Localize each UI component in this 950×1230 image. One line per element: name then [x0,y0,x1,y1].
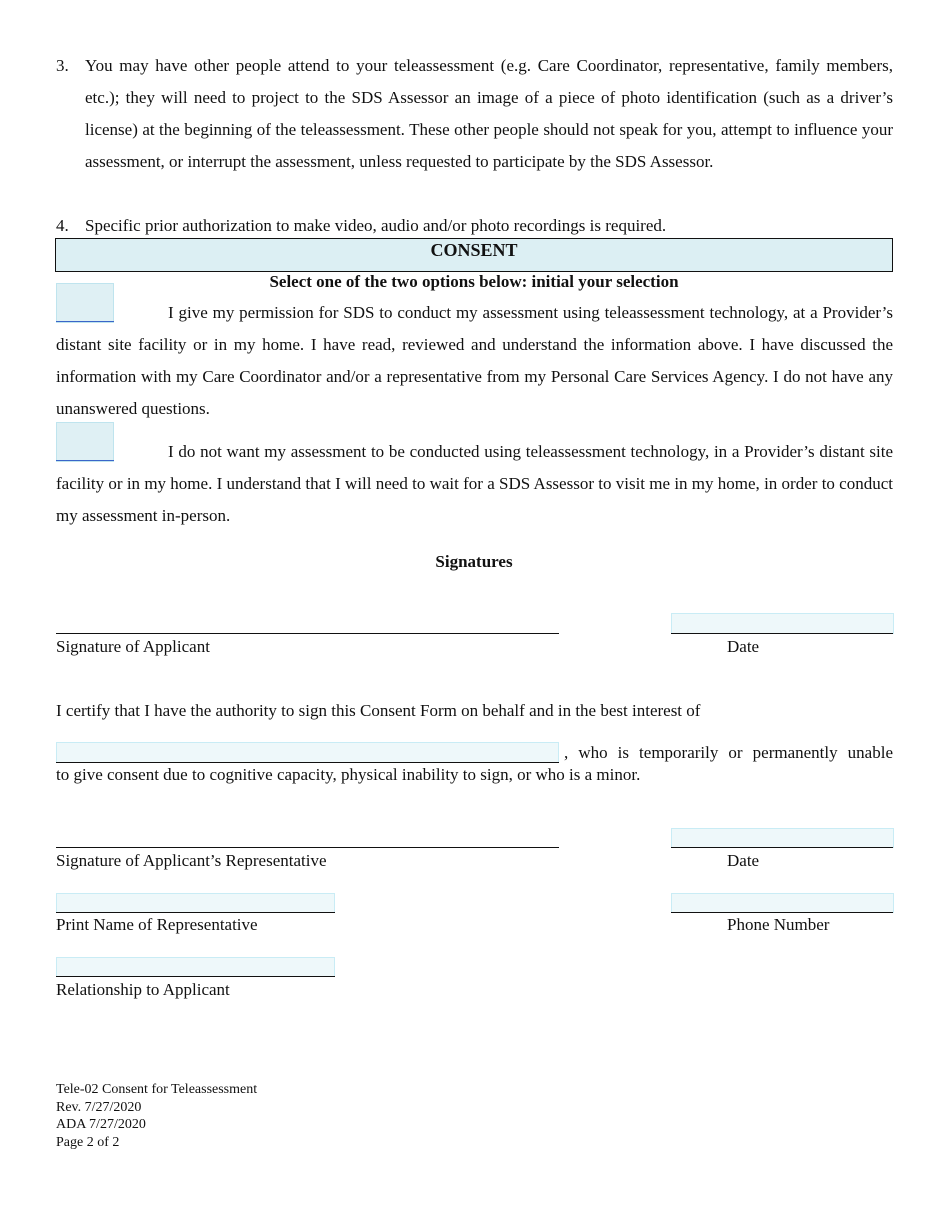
print-name-label: Print Name of Representative [56,915,258,934]
item-text-4: Specific prior authorization to make video, audio and/or photo recordings is required. [85,216,667,235]
consent-option-2-text: I do not want my assessment to be conducted using teleassessment technology, in a Provider’s distant site facility or in my home. I understand that I will need to wait for a SDS Assessor to visit me in my home, in order to conduct my assessment in-person. [56,442,893,525]
applicant-name-field[interactable] [56,742,559,763]
phone-number-field[interactable] [671,893,894,913]
representative-signature-label: Signature of Applicant’s Representative [56,851,327,870]
footer-ada: ADA 7/27/2020 [56,1117,146,1132]
representative-signature-line[interactable] [56,847,559,848]
relationship-line [56,976,335,977]
applicant-signature-label: Signature of Applicant [56,637,210,656]
unable-text-line-1: , who is temporarily or permanently unable [564,743,893,762]
footer-form-name: Tele-02 Consent for Teleassessment [56,1082,258,1097]
consent-heading: CONSENT [55,238,893,272]
consent-instruction: Select one of the two options below: initial your selection [269,272,679,291]
unable-text-line-2: to give consent due to cognitive capacity, physical inability to sign, or who is a minor. [56,765,641,784]
applicant-name-line [56,762,559,763]
applicant-date-field[interactable] [671,613,894,634]
footer-revision: Rev. 7/27/2020 [56,1099,142,1115]
applicant-date-label: Date [727,637,760,656]
relationship-field[interactable] [56,957,335,977]
applicant-date-line [671,633,893,634]
item-number-4: 4. [56,216,69,235]
item-number-3: 3. [56,56,69,75]
item-text-3: You may have other people attend to your teleassessment (e.g. Care Coordinator, representative, family members, etc.); they will need to project to the SDS Assessor an image of a piece of photo identification (such as a driver’s license) at the beginning of the teleassessment. These other people should not speak for you, attempt to influence your assessment, or interrupt the assessment, unless requested to participate by the SDS Assessor. [85,56,893,171]
representative-date-line [671,847,893,848]
signatures-heading: Signatures [435,552,513,571]
print-name-line [56,912,335,913]
relationship-label: Relationship to Applicant [56,980,230,999]
phone-number-line [671,912,893,913]
consent-option-1-text: I give my permission for SDS to conduct my assessment using teleassessment technology, at a Provider’s distant site facility or in my home. I have read, reviewed and understand the information above. I have discussed the information with my Care Coordinator and/or a representative from my Personal Care Services Agency. I do not have any unanswered questions. [56,303,893,418]
certify-text: I certify that I have the authority to sign this Consent Form on behalf and in the best interest of [56,701,701,720]
print-name-field[interactable] [56,893,335,913]
applicant-signature-line[interactable] [56,633,559,634]
footer-page: Page 2 of 2 [56,1134,120,1150]
representative-date-field[interactable] [671,828,894,848]
phone-number-label: Phone Number [727,915,830,934]
representative-date-label: Date [727,851,760,870]
footer [56,1081,257,1151]
